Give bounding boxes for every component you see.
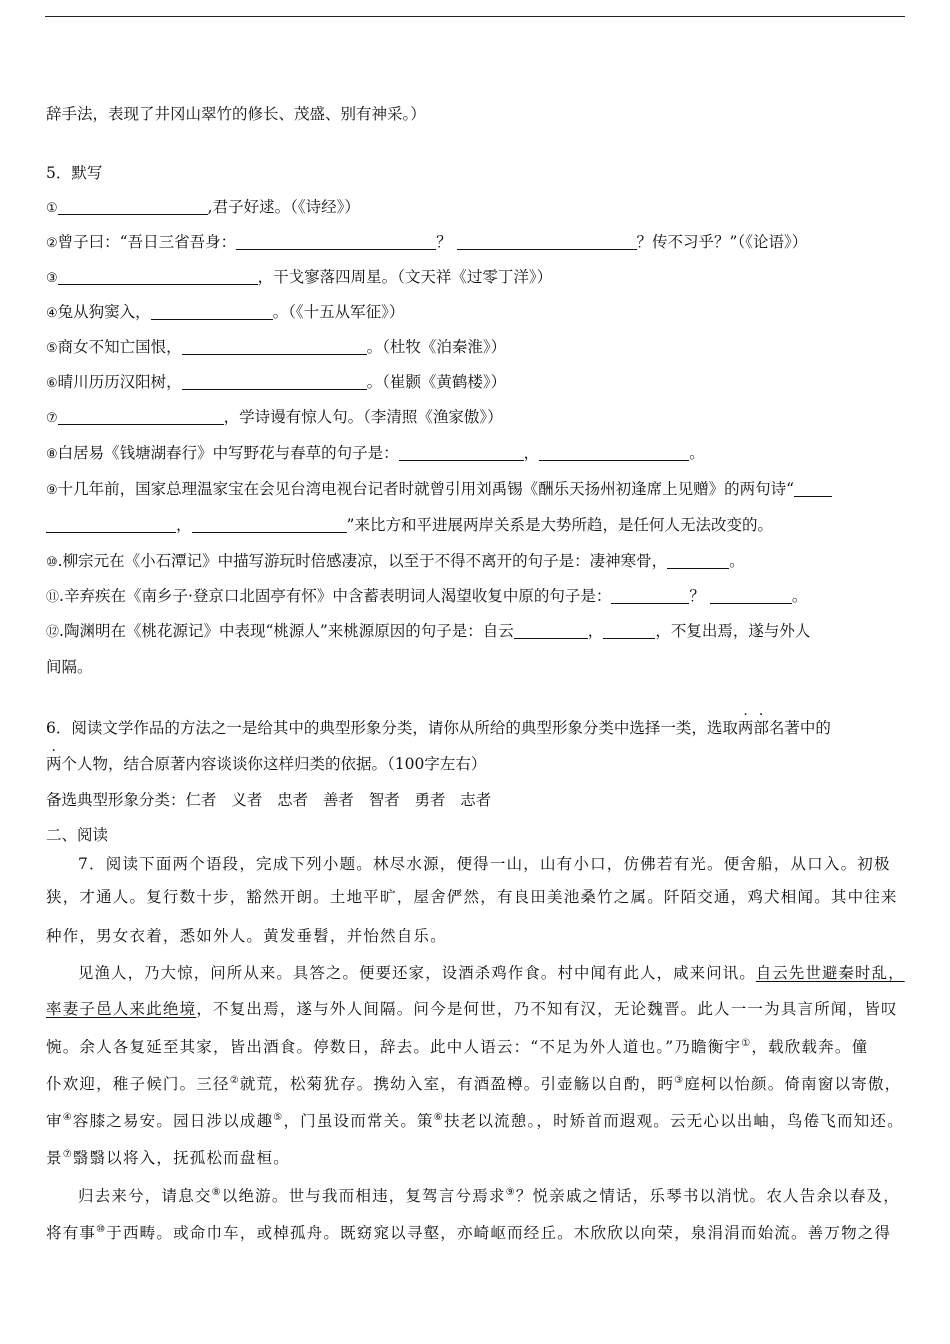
q7-p1-line-2: 狭，才通人。复行数十步，豁然开朗。土地平旷，屋舍俨然，有良田美池桑竹之属。阡陌交通，鸡犬相闻。其中往来 [46,888,898,906]
answer-blank[interactable] [603,622,655,639]
q7-p3-line-1: 归去来兮，请息交⑧以绝游。世与我而相违，复驾言兮焉求⑨？悦亲戚之情话，乐琴书以消忧。农人告余以春及， [78,1187,900,1205]
footnote-mark: ⑨ [505,1187,516,1198]
header-rule [45,16,905,17]
q6-options: 备选典型形象分类：仁者 义者 忠者 善者 智者 勇者 志者 [46,791,492,809]
item-number: ① [46,201,58,216]
q7-p2-line-1: 见渔人，乃大惊，问所从来。具答之。便要还家，设酒杀鸡作食。村中闻有此人，咸来问讯。自云先世避秦时乱， [78,964,905,982]
q5-item-2: ②曾子曰：“吾日三省吾身： ？ ？传不习乎？”（《论语》） [46,233,808,251]
footnote-mark: ⑦ [62,1149,73,1160]
answer-blank[interactable] [58,198,208,215]
option: 仁者 [185,791,217,809]
option: 忠者 [277,791,309,809]
footnote-mark: ⑩ [96,1224,107,1235]
q5-title: 5．默写 [46,164,103,182]
footnote-mark: ③ [674,1075,685,1086]
answer-blank[interactable] [667,552,729,569]
q6-line-1: 6．阅读文学作品的方法之一是给其中的典型形象分类，请你从所给的典型形象分类中选择一类，选取两部名著中的 [46,719,831,737]
q5-item-11: ⑪.辛弃疾在《南乡子·登京口北固亭有怀》中含蓄表明词人渴望收复中原的句子是： ？ 。 [46,587,808,605]
q7-p2-line-4: 仆欢迎，稚子候门。三径②就荒，松菊犹存。携幼入室，有酒盈樽。引壶觞以自酌，眄③庭柯以怡颜。倚南窗以寄傲， [46,1075,902,1093]
q7-p2-line-2: 率妻子邑人来此绝境，不复出焉，遂与外人间隔。问今是何世，乃不知有汉，无论魏晋。此人一一为具言所闻，皆叹 [46,1000,898,1018]
q5-item-12: ⑫.陶渊明在《桃花源记》中表现“桃源人”来桃源原因的句子是：自云 ， ，不复出焉，遂与外人 [46,622,811,640]
option: 义者 [231,791,263,809]
q7-p2-line-5: 审④容膝之易安。园日涉以成趣⑤，门虽设而常关。策⑥扶老以流憩。，时矫首而遐观。云无心以出岫，鸟倦飞而知还。 [46,1112,904,1130]
answer-blank[interactable] [710,587,792,604]
answer-blank[interactable] [611,587,689,604]
footnote-mark: ⑧ [211,1187,222,1198]
q5-item-4: ④兔从狗窦入， 。（《十五从军征》） [46,303,405,321]
underlined-sentence: 率妻子邑人来此绝境 [46,1000,197,1018]
option: 善者 [322,791,354,809]
q5-item-6: ⑥晴川历历汉阳树， 。（崔颢《黄鹤楼》） [46,373,507,391]
q7-p3-line-2: 将有事⑩于西畴。或命巾车，或棹孤舟。既窈窕以寻壑，亦崎岖而经丘。木欣欣以向荣，泉涓涓而始流。善万物之得 [46,1224,892,1242]
option: 勇者 [414,791,446,809]
q7-p1-line-1: 7．阅读下面两个语段，完成下列小题。林尽水源，便得一山，山有小口，仿佛若有光。便舍船，从口入。初极 [78,855,891,873]
q5-item-7: ⑦ ，学诗谩有惊人句。（李清照《渔家傲》） [46,408,503,426]
answer-blank[interactable] [182,338,367,355]
answer-blank[interactable] [46,516,176,533]
answer-blank[interactable] [192,516,347,533]
answer-blank[interactable] [399,444,524,461]
answer-blank[interactable] [236,233,436,250]
q5-item-1: ① ,君子好逑。（《诗经》） [46,196,360,220]
q7-p1-line-3: 种作，男女衣着，悉如外人。黄发垂髫，并怡然自乐。 [46,927,447,945]
q5-item-9: ⑨十几年前，国家总理温家宝在会见台湾电视台记者时就曾引用刘禹锡《酬乐天扬州初逢席上见赠》的两句诗“ [46,478,832,502]
q5-item-12-cont: 间隔。 [46,658,93,676]
q5-item-10: ⑩.柳宗元在《小石潭记》中描写游玩时倍感凄凉，以至于不得不离开的句子是：凄神寒骨， 。 [46,552,745,570]
footnote-mark: ① [741,1038,752,1049]
answer-blank[interactable] [794,480,832,497]
answer-blank[interactable] [58,408,224,425]
underlined-sentence: 自云先世避秦时乱， [755,964,905,982]
option: 智者 [368,791,400,809]
continuation-line: 辞手法，表现了井冈山翠竹的修长、茂盛、别有神采。） [46,105,426,123]
answer-blank[interactable] [457,233,637,250]
q7-p2-line-6: 景⑦翳翳以将入，抚孤松而盘桓。 [46,1149,290,1167]
q5-item-3: ③ ，干戈寥落四周星。（文天祥《过零丁洋》） [46,268,553,286]
q5-item-9-cont: ， ”来比方和平进展两岸关系是大势所趋，是任何人无法改变的。 [46,514,773,536]
q5-item-5: ⑤商女不知亡国恨， 。（杜牧《泊秦淮》） [46,338,507,356]
footnote-mark: ⑤ [273,1112,284,1123]
q7-p2-line-3: 惋。余人各复延至其家，皆出酒食。停数日，辞去。此中人语云：“不足为外人道也。”乃瞻衡宇①，载欣载奔。僮 [46,1038,869,1056]
footnote-mark: ⑥ [433,1112,444,1123]
footnote-mark: ② [229,1075,240,1086]
section-heading: 二、阅读 [46,826,109,844]
answer-blank[interactable] [539,444,689,461]
option: 志者 [460,791,492,809]
footnote-mark: ④ [62,1112,73,1123]
answer-blank[interactable] [182,373,367,390]
answer-blank[interactable] [514,622,588,639]
q6-line-2: 两个人物，结合原著内容谈谈你这样归类的依据。（100字左右） [46,755,487,773]
answer-blank[interactable] [151,303,273,320]
q5-item-8: ⑧白居易《钱塘湖春行》中写野花与春草的句子是： ， 。 [46,444,705,462]
answer-blank[interactable] [58,268,258,285]
